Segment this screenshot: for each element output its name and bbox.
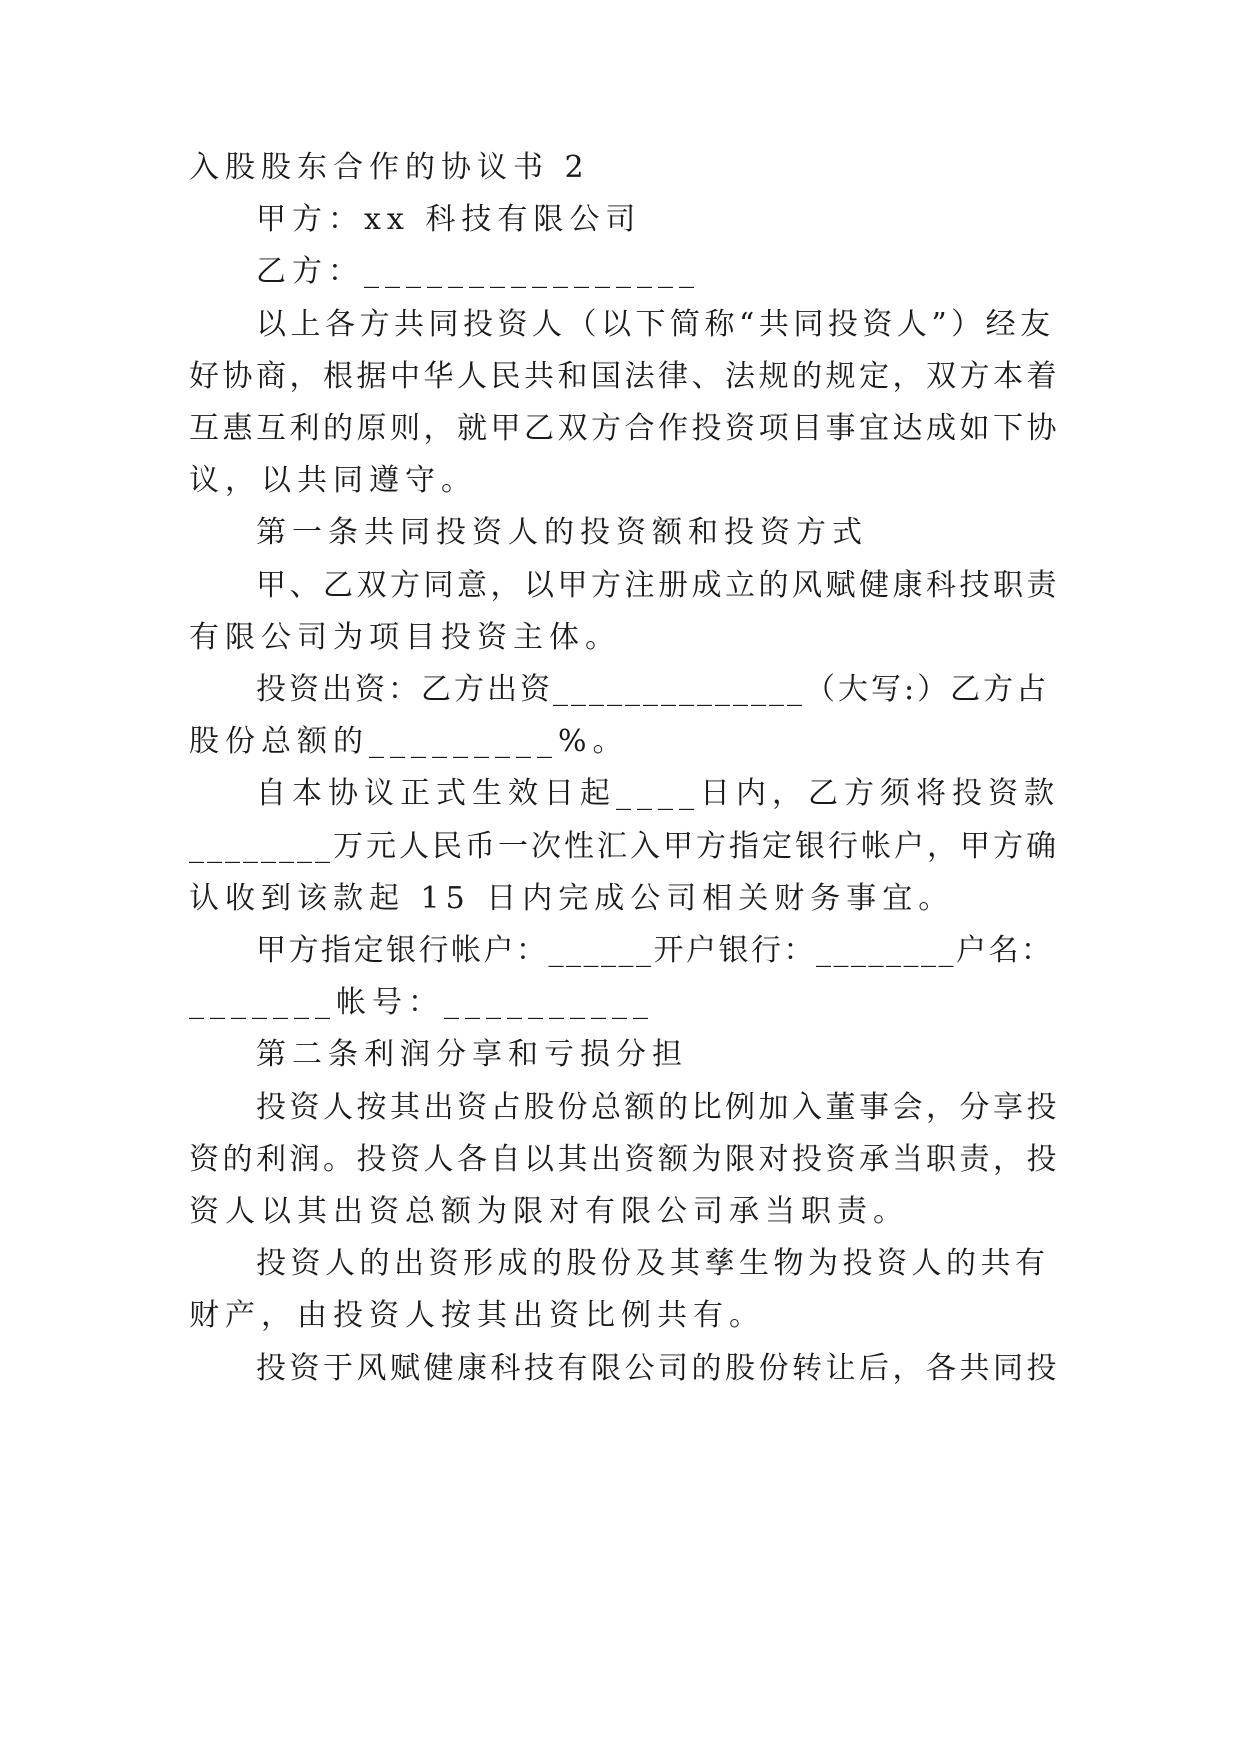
paragraph-line: 投资于风赋健康科技有限公司的股份转让后，各共同投	[256, 1351, 1060, 1386]
paragraph-line: 自本协议正式生效日起____日内，乙方须将投资款	[256, 776, 1060, 811]
paragraph-line: 甲、乙双方同意，以甲方注册成立的风赋健康科技职责	[256, 568, 1060, 603]
document-title: 入股股东合作的协议书 2	[189, 150, 590, 185]
paragraph-line: 互惠互利的原则，就甲乙双方合作投资项目事宜达成如下协	[189, 411, 1060, 446]
party-b-line: 乙方：________________	[256, 254, 700, 289]
paragraph-line: 资的利润。投资人各自以其出资额为限对投资承当职责，投	[189, 1142, 1060, 1177]
article-heading: 第二条利润分享和亏损分担	[256, 1037, 688, 1072]
party-a-line: 甲方：xx 科技有限公司	[256, 202, 642, 237]
paragraph-line: ________万元人民币一次性汇入甲方指定银行帐户，甲方确	[189, 829, 1059, 864]
paragraph-line: 财产，由投资人按其出资比例共有。	[189, 1298, 765, 1333]
paragraph-line: 资人以其出资总额为限对有限公司承当职责。	[189, 1194, 909, 1229]
paragraph-line: 以上各方共同投资人（以下简称“共同投资人”）经友	[256, 307, 1055, 342]
paragraph-line: _______帐号：__________	[189, 985, 654, 1020]
paragraph-line: 有限公司为项目投资主体。	[189, 620, 621, 655]
paragraph-line: 股份总额的_________%。	[189, 724, 629, 759]
paragraph-line: 投资出资：乙方出资______________（大写:）乙方占	[256, 672, 1050, 707]
article-heading: 第一条共同投资人的投资额和投资方式	[256, 515, 868, 550]
paragraph-line: 认收到该款起 15 日内完成公司相关财务事宜。	[189, 881, 955, 916]
paragraph-line: 投资人的出资形成的股份及其孳生物为投资人的共有	[256, 1246, 1050, 1281]
paragraph-line: 好协商，根据中华人民共和国法律、法规的规定，双方本着	[189, 359, 1060, 394]
paragraph-line: 甲方指定银行帐户：______开户银行：________户名：	[256, 933, 1054, 968]
paragraph-line: 投资人按其出资占股份总额的比例加入董事会，分享投	[256, 1090, 1060, 1125]
paragraph-line: 议，以共同遵守。	[189, 463, 477, 498]
